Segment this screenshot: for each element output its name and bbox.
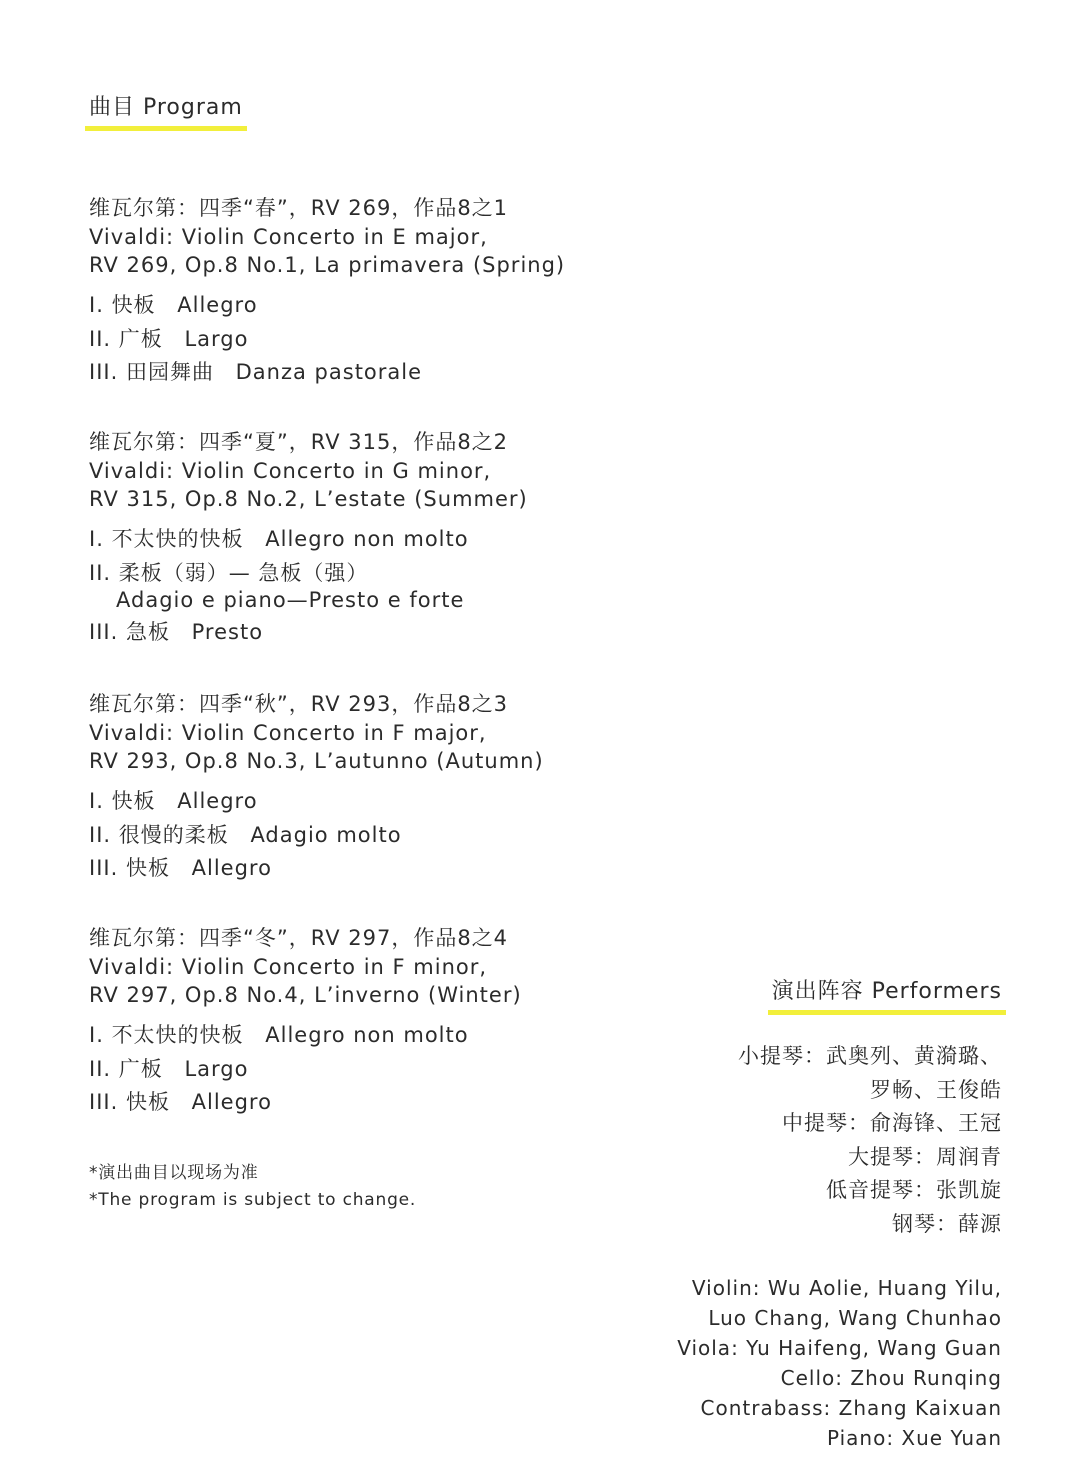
performer-line: Violin: Wu Aolie, Huang Yilu, <box>691 1276 1002 1300</box>
movement-name-cn: 广板 <box>118 1056 163 1081</box>
performer-line: Piano: Xue Yuan <box>826 1426 1002 1450</box>
movement-number: II. <box>89 326 112 351</box>
movement-name-en: Adagio molto <box>250 822 402 847</box>
piece-title-cn: 维瓦尔第：四季“春”，RV 269，作品8之1 <box>89 196 509 220</box>
movement-item <box>89 616 709 650</box>
movement-name-en: Largo <box>184 1056 249 1081</box>
movement-number: II. <box>89 822 112 847</box>
program-note-cn: *演出曲目以现场为准 <box>89 1163 259 1183</box>
performer-line: 低音提琴：张凯旋 <box>826 1178 1002 1202</box>
movement-item <box>89 1053 709 1087</box>
movement-item <box>89 323 709 357</box>
piece-title-en-line2: RV 315, Op.8 No.2, L’estate (Summer) <box>89 487 528 511</box>
movement-name-en: Presto <box>191 620 264 644</box>
movement-name-cn: 不太快的快板 <box>111 527 244 551</box>
piece-autumn <box>89 689 709 886</box>
performer-line: Luo Chang, Wang Chunhao <box>708 1306 1002 1330</box>
movement-number: I. <box>89 789 104 813</box>
movement-name-cn: 不太快的快板 <box>111 1023 244 1047</box>
piece-winter <box>89 923 709 1120</box>
movement-name-cn: 快板 <box>125 1090 170 1114</box>
movement-item <box>89 785 709 819</box>
movement-list <box>89 523 709 650</box>
program-note-en: *The program is subject to change. <box>89 1190 417 1210</box>
performer-line: 钢琴：薛源 <box>892 1211 1002 1236</box>
movement-number: III. <box>89 1090 119 1114</box>
performer-line: 大提琴：周润青 <box>848 1144 1002 1169</box>
program-heading-text: 曲目 Program <box>89 95 243 120</box>
movement-name-en: Allegro <box>177 293 258 317</box>
performer-line: 小提琴：武奥列、黄漪璐、 <box>738 1044 1002 1068</box>
program-heading <box>89 93 243 123</box>
movement-list <box>89 289 709 390</box>
piece-spring <box>89 193 709 390</box>
movement-name-en: Allegro <box>191 1090 272 1114</box>
movement-name-en: Largo <box>184 326 249 351</box>
movement-item <box>89 819 709 853</box>
piece-title-en-line1: Vivaldi: Violin Concerto in G minor, <box>89 459 492 483</box>
movement-name-cn: 田园舞曲 <box>125 360 214 384</box>
performers-heading <box>772 977 1002 1007</box>
movement-item <box>89 356 709 390</box>
movement-name-cn: 广板 <box>118 326 163 351</box>
movement-name-en: Allegro non molto <box>265 1023 469 1047</box>
piece-title-en-line2: RV 297, Op.8 No.4, L’inverno (Winter) <box>89 983 522 1007</box>
movement-name-cn: 快板 <box>111 789 156 813</box>
piece-title-en-line2: RV 293, Op.8 No.3, L’autunno (Autumn) <box>89 749 544 773</box>
performer-line: 罗畅、王俊皓 <box>870 1077 1002 1102</box>
movement-name-cn: 很慢的柔板 <box>118 822 229 847</box>
movement-item <box>89 1086 709 1120</box>
performers-heading-underline <box>768 1010 1006 1015</box>
movement-item <box>89 1019 709 1053</box>
piece-title-en-line2: RV 269, Op.8 No.1, La primavera (Spring) <box>89 253 566 277</box>
movement-list <box>89 785 709 886</box>
program-note <box>89 1160 416 1214</box>
program-heading-underline <box>85 126 247 131</box>
movement-item <box>89 289 709 323</box>
performer-line: Contrabass: Zhang Kaixuan <box>700 1396 1002 1420</box>
movement-name-cn: 柔板（弱）— 急板（强） <box>118 560 369 585</box>
piece-title-cn: 维瓦尔第：四季“冬”，RV 297，作品8之4 <box>89 926 509 950</box>
movement-number: I. <box>89 527 104 551</box>
movement-number: I. <box>89 1023 104 1047</box>
piece-summer <box>89 427 709 650</box>
movement-number: III. <box>89 360 119 384</box>
piece-title-en-line1: Vivaldi: Violin Concerto in F major, <box>89 721 487 745</box>
movement-name-en: Allegro non molto <box>265 527 469 551</box>
movement-number: III. <box>89 856 119 880</box>
piece-title-en-line1: Vivaldi: Violin Concerto in F minor, <box>89 955 488 979</box>
piece-title-cn: 维瓦尔第：四季“夏”，RV 315，作品8之2 <box>89 430 509 454</box>
movement-name-cn: 快板 <box>125 856 170 880</box>
movement-name-cn: 快板 <box>111 293 156 317</box>
movement-name-en: Adagio e piano—Presto e forte <box>116 588 465 612</box>
performer-line: 中提琴：俞海锋、王冠 <box>782 1111 1002 1135</box>
piece-title-cn: 维瓦尔第：四季“秋”，RV 293，作品8之3 <box>89 692 509 716</box>
movement-number: I. <box>89 293 104 317</box>
piece-title-en-line1: Vivaldi: Violin Concerto in E major, <box>89 225 488 249</box>
movement-item <box>89 852 709 886</box>
movement-name-en: Allegro <box>191 856 272 880</box>
movement-name-en: Allegro <box>177 789 258 813</box>
movement-number: III. <box>89 620 119 644</box>
movement-name-en: Danza pastorale <box>235 360 423 384</box>
movement-item <box>89 523 709 557</box>
movement-item <box>89 557 709 615</box>
movement-number: II. <box>89 560 112 585</box>
movement-name-cn: 急板 <box>125 620 170 644</box>
performers-list-cn <box>738 1040 1002 1241</box>
performer-line: Cello: Zhou Runqing <box>780 1366 1002 1390</box>
movement-list <box>89 1019 709 1120</box>
performer-line: Viola: Yu Haifeng, Wang Guan <box>677 1336 1002 1360</box>
performers-list-en <box>677 1273 1002 1453</box>
performers-heading-text: 演出阵容 Performers <box>771 979 1002 1004</box>
movement-number: II. <box>89 1056 112 1081</box>
